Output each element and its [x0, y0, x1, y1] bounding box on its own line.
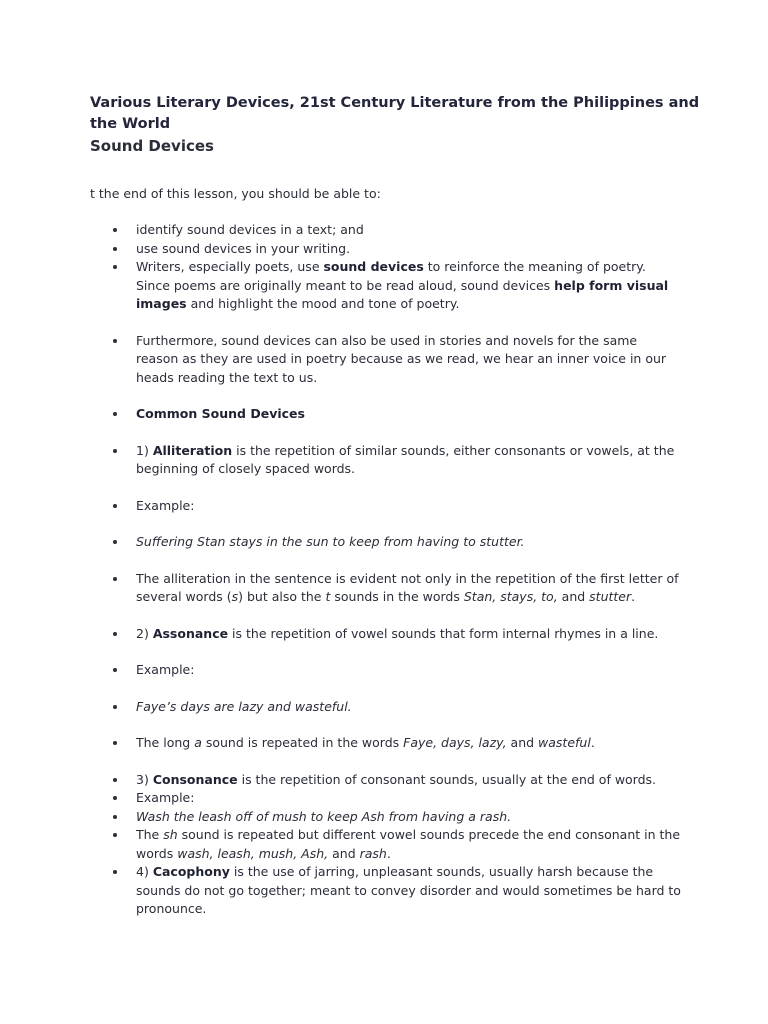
list-item: Furthermore, sound devices can also be used in stories and novels for the same reason as they are used in poetry because as we read, we hear an inner voice in our heads reading the text to us. [136, 332, 681, 388]
list-item: 4) Cacophony is the use of jarring, unpleasant sounds, usually harsh because the sounds do not go together; meant to convey disorder and would sometimes be hard to pronounce. [136, 863, 681, 919]
list-item: Writers, especially poets, use sound devices to reinforce the meaning of poetry. Since poems are originally meant to be read aloud, sound devices help form visual images and highlight the mood and tone of poetry. [136, 258, 681, 314]
list-item: The sh sound is repeated but different vowel sounds precede the end consonant in the words wash, leash, mush, Ash, and rash. [136, 826, 681, 863]
intro-text: t the end of this lesson, you should be able to: [90, 186, 381, 201]
list-item: Example: [136, 661, 681, 680]
list-item: 2) Assonance is the repetition of vowel sounds that form internal rhymes in a line. [136, 625, 681, 644]
example-item: Faye’s days are lazy and wasteful. [136, 698, 681, 717]
list-item: Example: [136, 497, 681, 516]
example-item: Suffering Stan stays in the sun to keep from having to stutter. [136, 533, 681, 552]
list-item: The long a sound is repeated in the words Faye, days, lazy, and wasteful. [136, 734, 681, 753]
list-item: The alliteration in the sentence is evident not only in the repetition of the first letter of several words (s) but also the t sounds in the words Stan, stays, to, and stutter. [136, 570, 681, 607]
example-item: Wash the leash off of mush to keep Ash from having a rash. [136, 808, 681, 827]
document-subtitle: Sound Devices [90, 137, 214, 155]
content-list [136, 221, 681, 919]
document-title: Various Literary Devices, 21st Century Literature from the Philippines and the World [90, 95, 700, 132]
list-item: use sound devices in your writing. [136, 240, 681, 259]
list-item: identify sound devices in a text; and [136, 221, 681, 240]
list-item: 1) Alliteration is the repetition of similar sounds, either consonants or vowels, at the beginning of closely spaced words. [136, 442, 681, 479]
list-item: Example: [136, 789, 681, 808]
list-item: 3) Consonance is the repetition of consonant sounds, usually at the end of words. [136, 771, 681, 790]
section-heading: Common Sound Devices [136, 405, 681, 424]
